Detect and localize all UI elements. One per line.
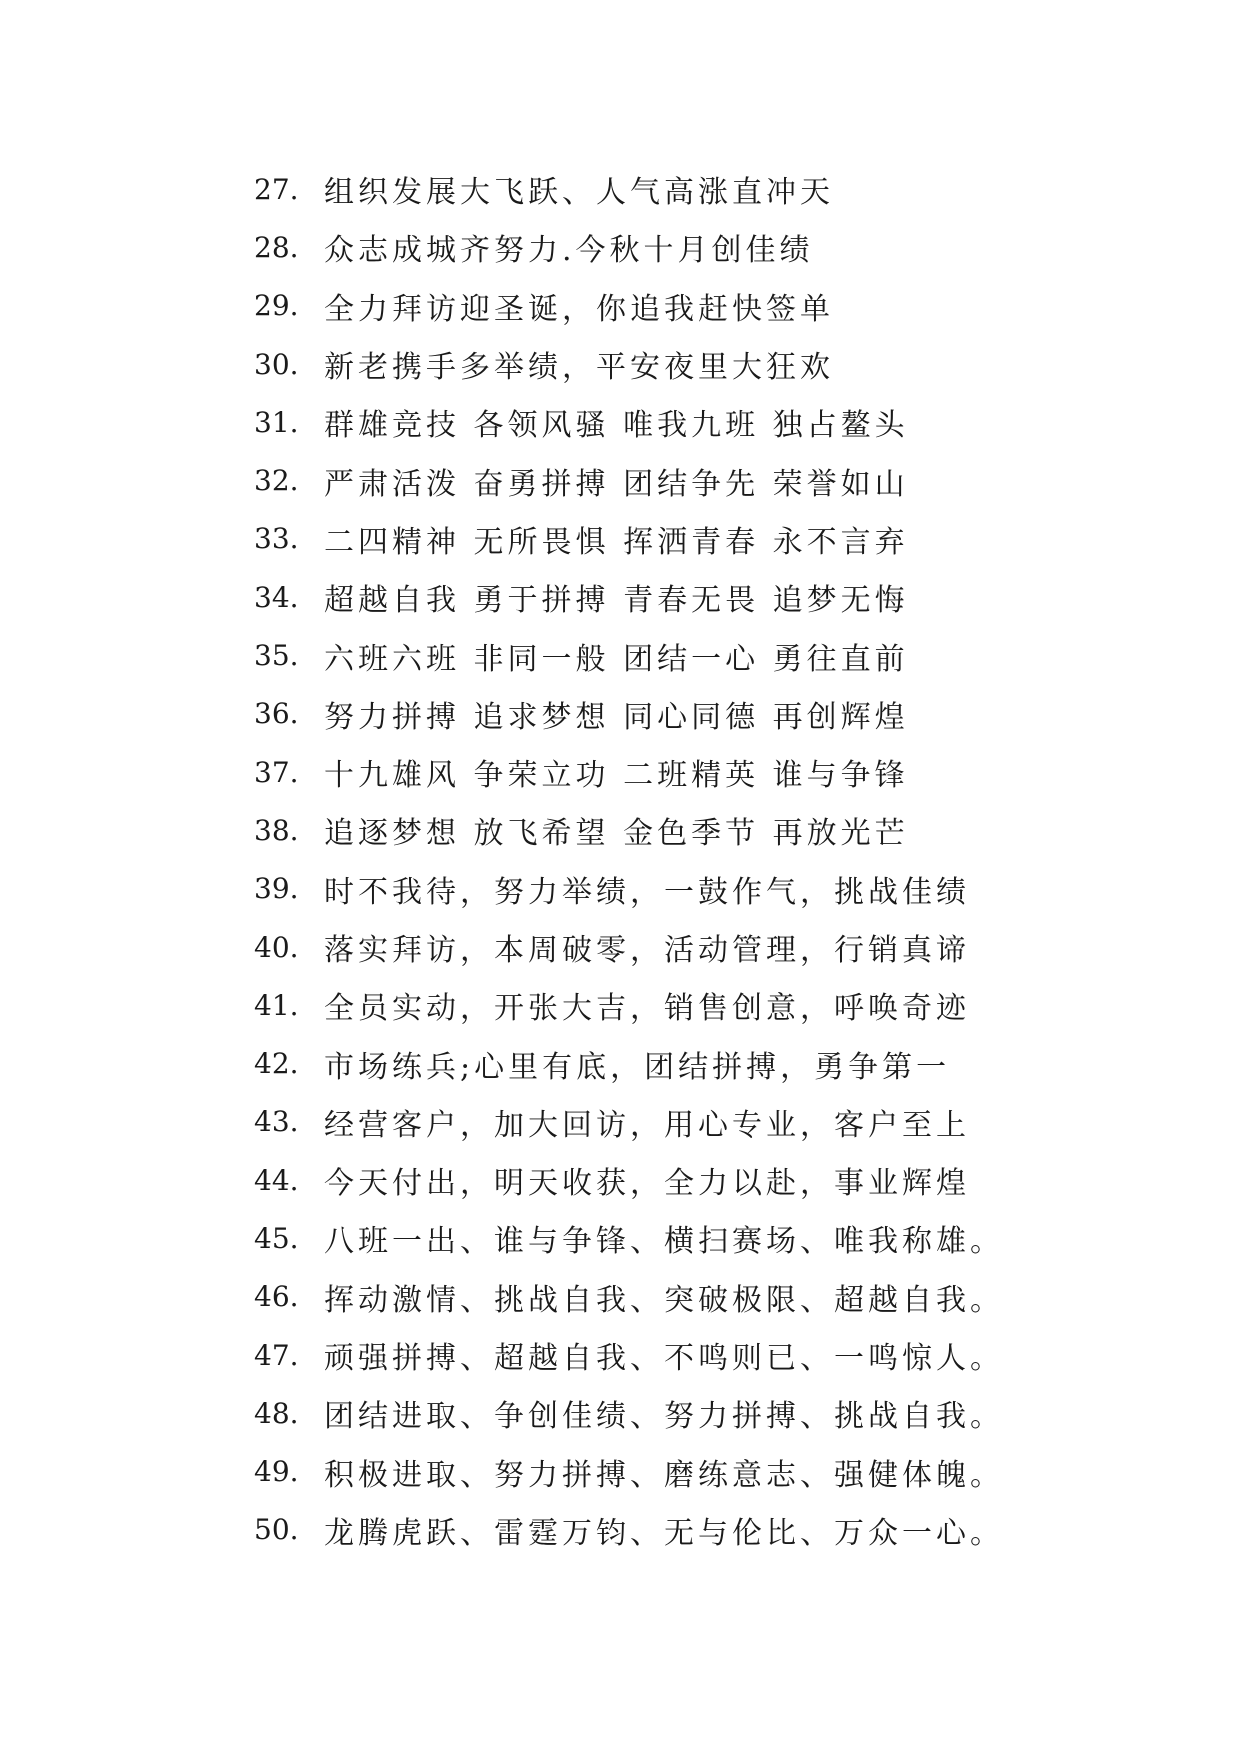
item-number: 41. bbox=[254, 988, 299, 1022]
item-number: 38. bbox=[254, 813, 299, 847]
list-item bbox=[254, 335, 1004, 393]
item-number: 29. bbox=[254, 289, 299, 323]
list-item bbox=[254, 1268, 1004, 1326]
list-item bbox=[254, 685, 1004, 743]
item-text: 努力拼搏 追求梦想 同心同德 再创辉煌 bbox=[324, 699, 909, 735]
list-item bbox=[254, 1501, 1004, 1559]
item-number: 34. bbox=[254, 580, 299, 614]
item-text: 组织发展大飞跃、人气高涨直冲天 bbox=[324, 175, 834, 211]
list-item bbox=[254, 1443, 1004, 1501]
list-item bbox=[254, 626, 1004, 684]
item-text: 经营客户，加大回访，用心专业，客户至上 bbox=[324, 1107, 970, 1143]
item-number: 46. bbox=[254, 1280, 299, 1314]
item-text: 时不我待，努力举绩，一鼓作气，挑战佳绩 bbox=[324, 874, 970, 910]
item-text: 八班一出、谁与争锋、横扫赛场、唯我称雄。 bbox=[324, 1224, 1004, 1260]
item-number: 42. bbox=[254, 1047, 299, 1081]
item-number: 47. bbox=[254, 1338, 299, 1372]
item-text: 全员实动，开张大吉，销售创意，呼唤奇迹 bbox=[324, 991, 970, 1027]
list-item bbox=[254, 568, 1004, 626]
item-number: 36. bbox=[254, 697, 299, 731]
item-number: 44. bbox=[254, 1163, 299, 1197]
slogan-list bbox=[254, 160, 1004, 1559]
item-number: 39. bbox=[254, 872, 299, 906]
item-text: 超越自我 勇于拼搏 青春无畏 追梦无悔 bbox=[324, 583, 909, 619]
item-number: 43. bbox=[254, 1105, 299, 1139]
item-text: 新老携手多举绩，平安夜里大狂欢 bbox=[324, 350, 834, 386]
list-item bbox=[254, 1151, 1004, 1209]
item-text: 落实拜访，本周破零，活动管理，行销真谛 bbox=[324, 933, 970, 968]
item-number: 48. bbox=[254, 1396, 299, 1430]
item-number: 31. bbox=[254, 405, 299, 439]
list-item bbox=[254, 451, 1004, 509]
item-text: 市场练兵;心里有底，团结拼搏，勇争第一 bbox=[324, 1049, 951, 1085]
item-text: 众志成城齐努力.今秋十月创佳绩 bbox=[324, 233, 814, 269]
list-item bbox=[254, 860, 1004, 918]
list-item bbox=[254, 1034, 1004, 1092]
list-item bbox=[254, 1326, 1004, 1384]
item-text: 二四精神 无所畏惧 挥洒青春 永不言弃 bbox=[324, 524, 909, 560]
item-text: 积极进取、努力拼搏、磨练意志、强健体魄。 bbox=[324, 1457, 1004, 1493]
item-text: 龙腾虎跃、雷霆万钧、无与伦比、万众一心。 bbox=[324, 1515, 1004, 1551]
list-item bbox=[254, 801, 1004, 859]
list-item bbox=[254, 510, 1004, 568]
item-text: 顽强拼搏、超越自我、不鸣则已、一鸣惊人。 bbox=[324, 1341, 1004, 1377]
item-text: 六班六班 非同一般 团结一心 勇往直前 bbox=[324, 641, 909, 677]
list-item bbox=[254, 218, 1004, 276]
item-number: 30. bbox=[254, 347, 299, 381]
list-item bbox=[254, 1209, 1004, 1267]
item-text: 今天付出，明天收获，全力以赴，事业辉煌 bbox=[324, 1166, 970, 1202]
item-number: 27. bbox=[254, 172, 299, 206]
item-text: 严肃活泼 奋勇拼搏 团结争先 荣誉如山 bbox=[324, 466, 909, 502]
item-text: 全力拜访迎圣诞，你追我赶快签单 bbox=[324, 291, 834, 327]
list-item bbox=[254, 160, 1004, 218]
item-text: 群雄竞技 各领风骚 唯我九班 独占鳌头 bbox=[324, 408, 909, 444]
item-text: 挥动激情、挑战自我、突破极限、超越自我。 bbox=[324, 1282, 1004, 1318]
item-text: 团结进取、争创佳绩、努力拼搏、挑战自我。 bbox=[324, 1399, 1004, 1435]
item-number: 50. bbox=[254, 1513, 299, 1547]
item-text: 追逐梦想 放飞希望 金色季节 再放光芒 bbox=[324, 816, 909, 852]
item-number: 33. bbox=[254, 522, 299, 556]
list-item bbox=[254, 1093, 1004, 1151]
list-item bbox=[254, 976, 1004, 1034]
item-text: 十九雄风 争荣立功 二班精英 谁与争锋 bbox=[324, 758, 909, 794]
item-number: 35. bbox=[254, 639, 299, 673]
item-number: 28. bbox=[254, 230, 299, 264]
list-item bbox=[254, 743, 1004, 801]
item-number: 49. bbox=[254, 1455, 299, 1489]
item-number: 37. bbox=[254, 755, 299, 789]
list-item bbox=[254, 1384, 1004, 1442]
item-number: 45. bbox=[254, 1221, 299, 1255]
item-number: 32. bbox=[254, 464, 299, 498]
item-number: 40. bbox=[254, 930, 299, 964]
list-item bbox=[254, 918, 1004, 976]
list-item bbox=[254, 277, 1004, 335]
list-item bbox=[254, 393, 1004, 451]
